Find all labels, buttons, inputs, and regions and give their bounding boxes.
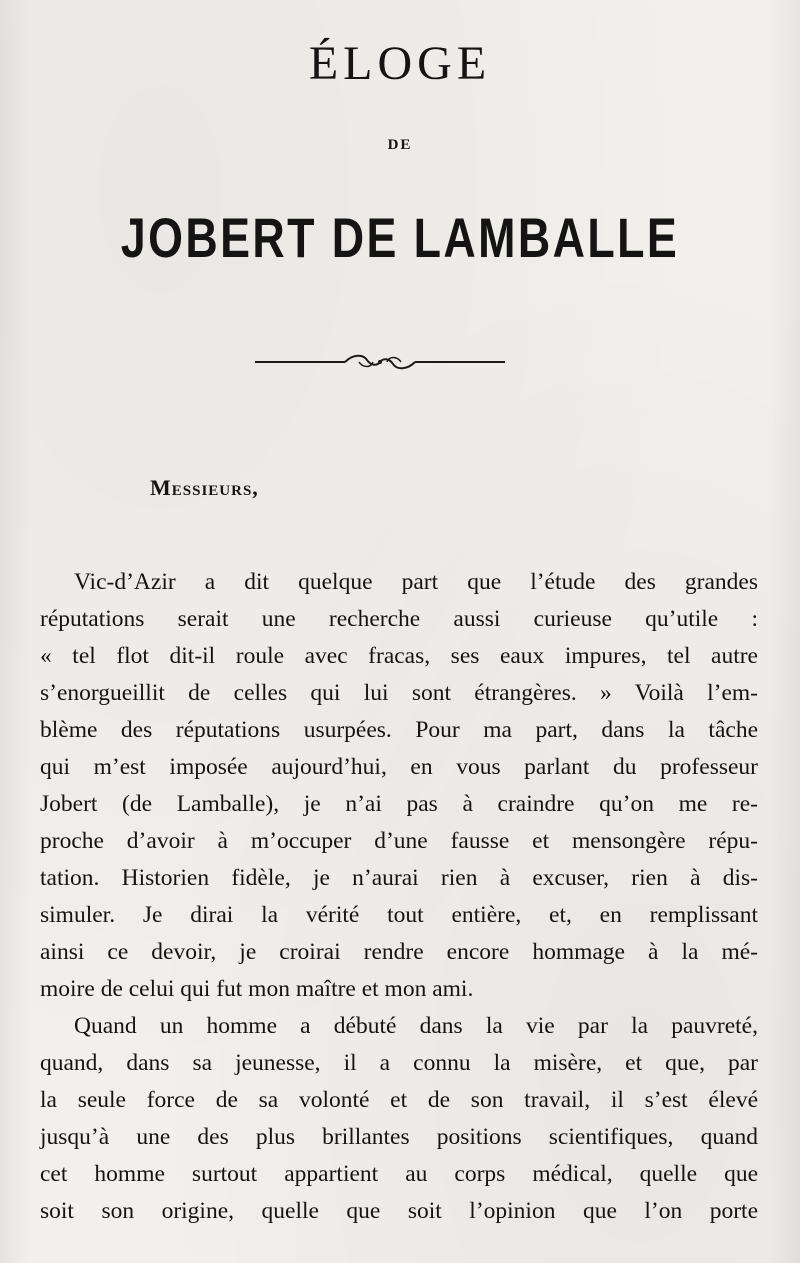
- salutation: [150, 475, 259, 501]
- paragraph-1: [40, 564, 758, 1008]
- text-line: s’enorgueillit de celles qui lui sont étrangères. » Voilà l’em-: [40, 680, 758, 706]
- salutation-text: Messieurs,: [150, 475, 259, 500]
- text-line: ainsi ce devoir, je croirai rendre encore hommage à la mé-: [40, 939, 758, 965]
- text-line: réputations serait une recherche aussi curieuse qu’utile :: [40, 606, 758, 632]
- title-subject-name: JOBERT DE LAMBALLE: [120, 206, 680, 269]
- text-line: Quand un homme a débuté dans la vie par la pauvreté,: [74, 1013, 758, 1039]
- text-line: quand, dans sa jeunesse, il a connu la misère, et que, par: [40, 1050, 758, 1076]
- text-line: la seule force de sa volonté et de son travail, il s’est élevé: [40, 1087, 758, 1113]
- body-text: [40, 564, 758, 1230]
- text-line: Jobert (de Lamballe), je n’ai pas à craindre qu’on me re-: [40, 791, 758, 817]
- title-eloge: ÉLOGE: [308, 37, 492, 90]
- text-line: qui m’est imposée aujourd’hui, en vous parlant du professeur: [40, 754, 758, 780]
- title-de: DE: [387, 137, 413, 153]
- text-line: blème des réputations usurpées. Pour ma part, dans la tâche: [40, 717, 758, 743]
- ornamental-divider: [255, 350, 505, 374]
- text-line: Vic-d’Azir a dit quelque part que l’étude des grandes: [74, 569, 758, 595]
- text-line: jusqu’à une des plus brillantes positions scientifiques, quand: [40, 1124, 758, 1150]
- text-line: « tel flot dit-il roule avec fracas, ses eaux impures, tel autre: [40, 643, 758, 669]
- text-line: tation. Historien fidèle, je n’aurai rien à excuser, rien à dis-: [40, 865, 758, 891]
- text-line: cet homme surtout appartient au corps médical, quelle que: [40, 1161, 758, 1187]
- paragraph-2: [40, 1008, 758, 1230]
- text-line: soit son origine, quelle que soit l’opinion que l’on porte: [40, 1198, 758, 1224]
- text-line: proche d’avoir à m’occuper d’une fausse et mensongère répu-: [40, 828, 758, 854]
- text-line: moire de celui qui fut mon maître et mon ami.: [40, 976, 474, 1002]
- text-line: simuler. Je dirai la vérité tout entière, et, en remplissant: [40, 902, 758, 928]
